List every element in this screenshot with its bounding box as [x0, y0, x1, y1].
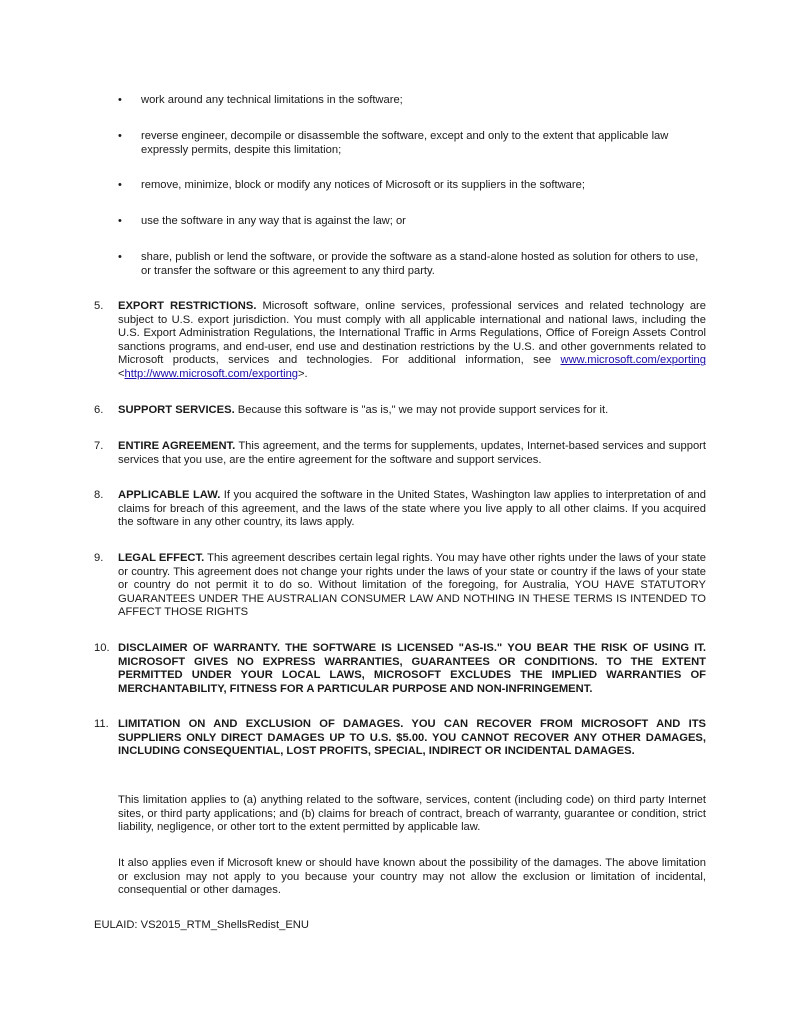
section-number: 8. [94, 489, 104, 501]
section-body [118, 440, 706, 467]
exporting-link[interactable]: www.microsoft.com/exporting [560, 354, 706, 367]
bullet-symbol: • [118, 94, 122, 106]
bullet-text: share, publish or lend the software, or provide the software as a stand-alone hosted as solution for others to use, or transfer the software or this agreement to any third party. [141, 251, 699, 277]
exporting-url-link[interactable]: http://www.microsoft.com/exporting [124, 367, 299, 380]
section-text: Microsoft software, online services, professional services and related technology are subject to U.S. export jurisdiction. You must comply with all applicable international and national laws, including the U.S. Export Administration Regulations, the International Traffic in Arms Regulations, Office of Foreign Assets Control sanctions programs, and end-user, end use and destination restrictions by the U.S. and other governments related to Microsoft products, services and technologies. For additional information, see [118, 300, 706, 367]
section-number: 9. [94, 552, 104, 564]
bullet-symbol: • [118, 215, 122, 227]
eula-id-footer: EULAID: VS2015_RTM_ShellsRedist_ENU [94, 919, 309, 931]
bullet-text: remove, minimize, block or modify any notices of Microsoft or its suppliers in the software; [141, 179, 585, 191]
section-heading: ENTIRE AGREEMENT. [118, 440, 236, 452]
section-body [118, 489, 706, 530]
section-heading: APPLICABLE LAW. [118, 489, 221, 501]
section-text: DISCLAIMER OF WARRANTY. THE SOFTWARE IS LICENSED "AS-IS." YOU BEAR THE RISK OF USING IT. MICROSOFT GIVES NO EXPRESS WARRANTIES, GUARANTEES OR CONDITIONS. TO THE EXTENT PERMITTED UNDER YOUR LOCAL LAWS, MICROSOFT EXCLUDES THE IMPLIED WARRANTIES OF MERCHANTABILITY, FITNESS FOR A PARTICULAR PURPOSE AND NON-INFRINGEMENT. [118, 642, 706, 695]
section-number: 7. [94, 440, 104, 452]
section-number: 10. [94, 642, 110, 654]
section-heading: EXPORT RESTRICTIONS. [118, 300, 257, 312]
section-body [118, 300, 706, 382]
section-heading: LEGAL EFFECT. [118, 552, 205, 564]
limitation-paragraph-1: This limitation applies to (a) anything related to the software, services, content (including code) on third party Internet sites, or third party applications; and (b) claims for breach of contract, breach of warranty, guarantee or condition, strict liability, negligence, or other tort to the extent permitted by applicable law. [118, 794, 706, 834]
bullet-symbol: • [118, 251, 122, 263]
link-bracket-open: < [118, 367, 125, 380]
limitation-paragraph-2: It also applies even if Microsoft knew or should have known about the possibility of the damages. The above limitation or exclusion may not apply to you because your country may not allow the exclusion or limitation of incidental, consequential or other damages. [118, 857, 706, 897]
section-text: LIMITATION ON AND EXCLUSION OF DAMAGES. YOU CAN RECOVER FROM MICROSOFT AND ITS SUPPLIERS ONLY DIRECT DAMAGES UP TO U.S. $5.00. YOU CANNOT RECOVER ANY OTHER DAMAGES, INCLUDING CONSEQUENTIAL, LOST PROFITS, SPECIAL, INDIRECT OR INCIDENTAL DAMAGES. [118, 718, 706, 758]
section-body [118, 404, 706, 418]
section-text: Because this software is "as is," we may not provide support services for it. [234, 404, 609, 416]
section-body [118, 552, 706, 620]
section-text: If you acquired the software in the United States, Washington law applies to interpretation of and claims for breach of this agreement, and the laws of the state where you live apply to all other claims. If you acquired the software in any other country, its laws apply. [118, 489, 706, 529]
section-text: This agreement, and the terms for supplements, updates, Internet-based services and support services that you use, are the entire agreement for the software and support services. [118, 440, 706, 466]
bullet-symbol: • [118, 179, 122, 191]
section-number: 11. [94, 718, 109, 730]
bullet-text: work around any technical limitations in the software; [141, 94, 403, 106]
link-bracket-close: >. [298, 367, 308, 380]
bullet-text: reverse engineer, decompile or disassemble the software, except and only to the extent that applicable law expressly permits, despite this limitation; [141, 130, 669, 156]
section-text: This agreement describes certain legal rights. You may have other rights under the laws of your state or country. This agreement does not change your rights under the laws of your state or country if the laws of your state or country do not permit it to do so. Without limitation of the foregoing, for Australia, YOU HAVE STATUTORY GUARANTEES UNDER THE AUSTRALIAN CONSUMER LAW AND NOTHING IN THESE TERMS IS INTENDED TO AFFECT THOSE RIGHTS [118, 552, 706, 619]
section-number: 6. [94, 404, 104, 416]
section-heading: SUPPORT SERVICES. [118, 404, 235, 416]
bullet-text: use the software in any way that is against the law; or [141, 215, 406, 227]
bullet-symbol: • [118, 130, 122, 142]
section-number: 5. [94, 300, 104, 312]
